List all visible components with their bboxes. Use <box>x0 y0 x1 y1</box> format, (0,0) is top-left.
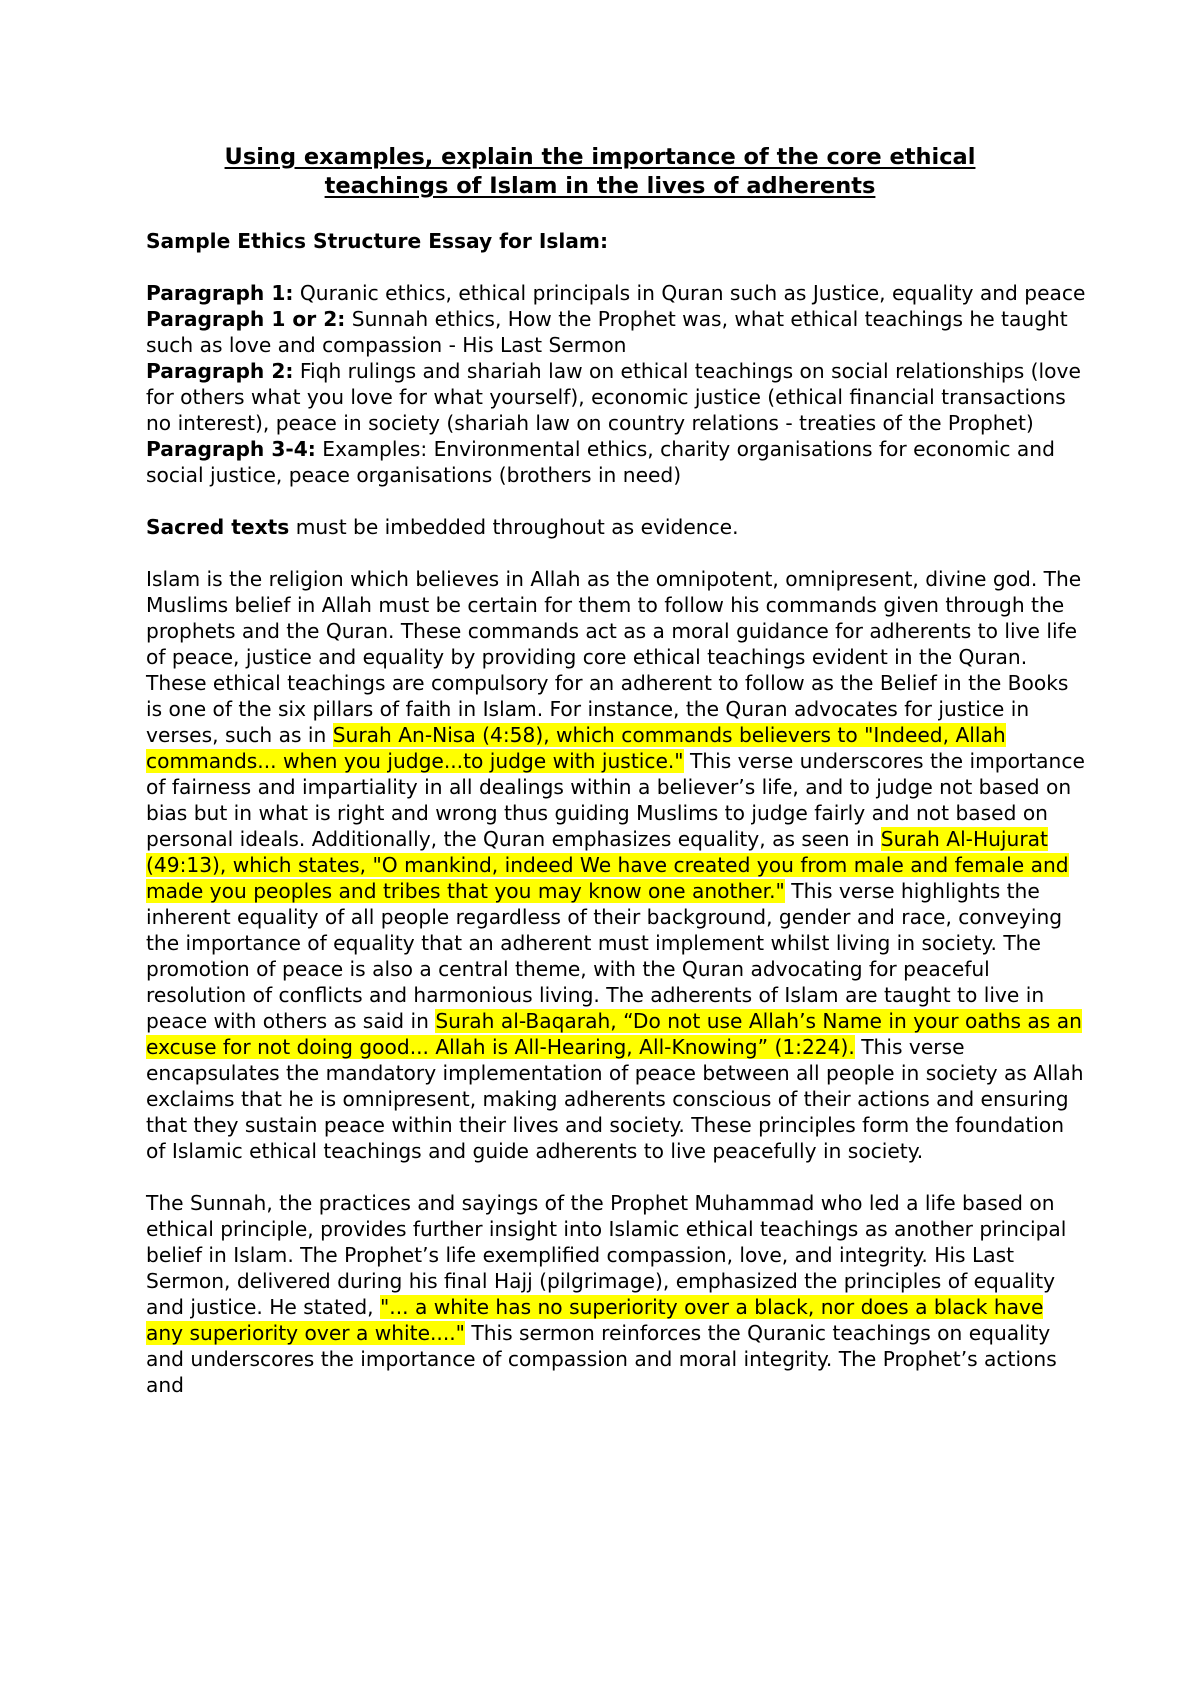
essay-text: This verse encapsulates the mandatory implementation of peace between all people in society as Allah exclaims that he is omnipresent, making adherents conscious of their actions and ensuring that they sustain peace within their lives and society. These principles form the foundation of Islamic ethical teachings and guide adherents to live peacefully in society. <box>146 1035 1084 1163</box>
sacred-texts-note <box>146 514 1086 540</box>
essay-title-line-1: Using examples, explain the importance of the core ethical <box>224 144 976 170</box>
essay-text: This verse underscores the importance of fairness and impartiality in all dealings within a believer’s life, and to judge not based on bias but in what is right and wrong thus guiding Muslims to judge fairly and not based on personal ideals. Additionally, the Quran emphasizes equality, as seen in <box>146 749 1085 851</box>
essay-title <box>120 143 1080 201</box>
structure-label: Paragraph 1: <box>146 281 294 305</box>
structure-paragraph-1-or-2 <box>146 306 1086 358</box>
document-body <box>146 228 1086 1398</box>
essay-text: This verse highlights the inherent equality of all people regardless of their background, gender and race, conveying the importance of equality that an adherent must implement whilst living in society. The promotion of peace is also a central theme, with the Quran advocating for peaceful resolution of conflicts and harmonious living. The adherents of Islam are taught to live in peace with others as said in <box>146 879 1063 1033</box>
essay-paragraph-sunnah <box>146 1190 1086 1398</box>
highlighted-quote: "... a white has no superiority over a black, nor does a black have any superiority over a white...." <box>146 1295 1044 1345</box>
structure-label: Paragraph 3-4: <box>146 437 316 461</box>
highlighted-quote: Surah An-Nisa (4:58), which commands believers to "Indeed, Allah commands... when you judge...to judge with justice." <box>146 723 1006 773</box>
structure-heading: Sample Ethics Structure Essay for Islam: <box>146 229 609 253</box>
essay-title-line-2: teachings of Islam in the lives of adherents <box>324 173 876 199</box>
highlighted-quote: Surah Al-Hujurat (49:13), which states, "O mankind, indeed We have created you from male and female and made you peoples and tribes that you may know one another." <box>146 827 1069 903</box>
sacred-texts-bold: Sacred texts <box>146 515 290 539</box>
structure-paragraph-3-4 <box>146 436 1086 488</box>
structure-text: Quranic ethics, ethical principals in Quran such as Justice, equality and peace <box>293 281 1086 305</box>
essay-paragraph-quran <box>146 566 1086 1164</box>
structure-paragraph-2 <box>146 358 1086 436</box>
structure-text: Examples: Environmental ethics, charity organisations for economic and social justice, peace organisations (brothers in need) <box>146 437 1055 487</box>
sacred-texts-rest: must be imbedded throughout as evidence. <box>289 515 739 539</box>
essay-text: This sermon reinforces the Quranic teachings on equality and underscores the importance of compassion and moral integrity. The Prophet’s actions and <box>146 1321 1057 1397</box>
structure-text: Fiqh rulings and shariah law on ethical teachings on social relationships (love for others what you love for what yourself), economic justice (ethical financial transactions no interest), peace in society (shariah law on country relations - treaties of the Prophet) <box>146 359 1081 435</box>
essay-text: The Sunnah, the practices and sayings of the Prophet Muhammad who led a life based on ethical principle, provides further insight into Islamic ethical teachings as another principal belief in Islam. The Prophet’s life exemplified compassion, love, and integrity. His Last Sermon, delivered during his final Hajj (pilgrimage), emphasized the principles of equality and justice. He stated, <box>146 1191 1067 1319</box>
structure-label: Paragraph 2: <box>146 359 294 383</box>
essay-text: Islam is the religion which believes in Allah as the omnipotent, omnipresent, divine god. The Muslims belief in Allah must be certain for them to follow his commands given through the prophets and the Quran. These commands act as a moral guidance for adherents to live life of peace, justice and equality by providing core ethical teachings evident in the Quran. These ethical teachings are compulsory for an adherent to follow as the Belief in the Books is one of the six pillars of faith in Islam. For instance, the Quran advocates for justice in verses, such as in <box>146 567 1082 747</box>
structure-text: Sunnah ethics, How the Prophet was, what ethical teachings he taught such as love and compassion - His Last Sermon <box>146 307 1068 357</box>
structure-label: Paragraph 1 or 2: <box>146 307 346 331</box>
structure-paragraph-1 <box>146 280 1086 306</box>
highlighted-quote: Surah al-Baqarah, “Do not use Allah’s Name in your oaths as an excuse for not doing good... Allah is All-Hearing, All-Knowing” (1:224). <box>146 1009 1082 1059</box>
